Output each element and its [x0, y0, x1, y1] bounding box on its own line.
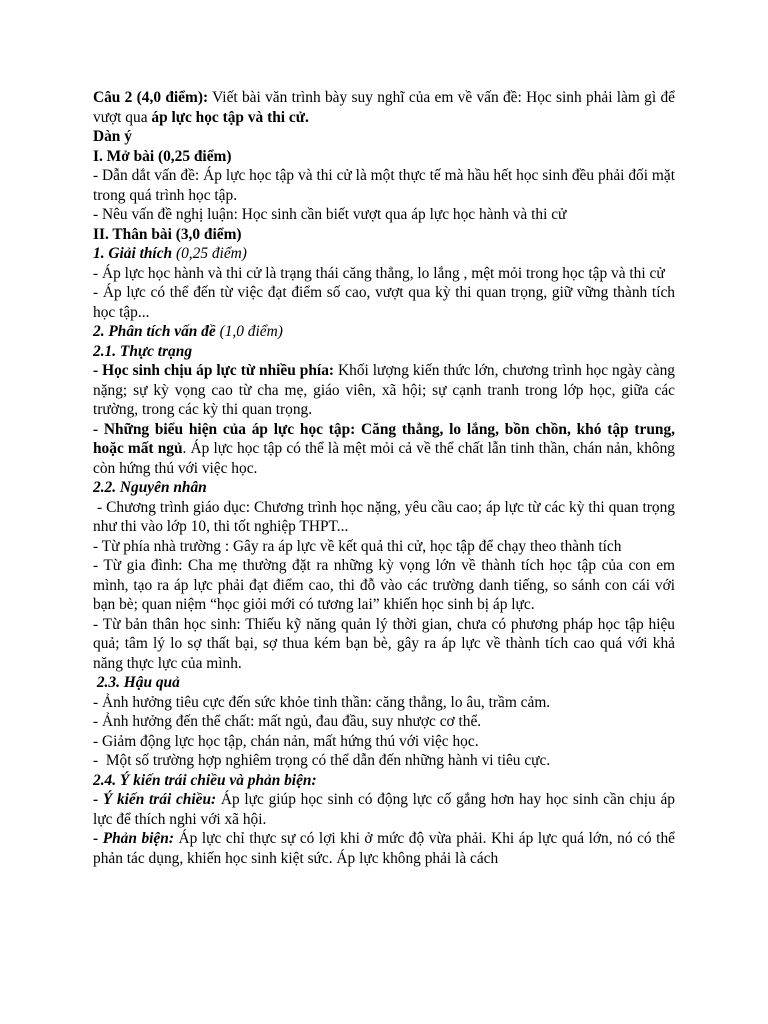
section-1-line-2: - Nêu vấn đề nghị luận: Học sinh cần biết vượt qua áp lực học hành và thi cử	[93, 206, 567, 223]
subsection-2-title: 2. Phân tích vấn đề	[93, 323, 216, 340]
question-paragraph	[93, 88, 675, 127]
question-label: Câu 2 (4,0 điểm):	[93, 89, 209, 106]
subsection-2-3-heading: 2.3. Hậu quả	[93, 674, 180, 691]
paragraph-2-2-c: - Từ gia đình: Cha mẹ thường đặt ra những kỳ vọng lớn về thành tích học tập của con em mình, tạo ra áp lực phải đạt điểm cao, thi đỗ vào các trường danh tiếng, so sánh con cái với bạn bè; quan niệm “học giỏi mới có tương lai” khiến học sinh bị áp lực.	[93, 557, 675, 613]
paragraph-2-4-b	[93, 829, 675, 868]
subsection-1-heading	[93, 244, 675, 264]
subsection-1-points: (0,25 điểm)	[172, 245, 247, 262]
paragraph-2-1-b-text: . Áp lực học tập có thể là mệt mỏi cả về thể chất lẫn tinh thần, chán nản, không còn hứng thú với việc học.	[93, 440, 675, 477]
paragraph-2-1-a-lead: - Học sinh chịu áp lực từ nhiều phía:	[93, 362, 335, 379]
paragraph-2-2-b: - Từ phía nhà trường : Gây ra áp lực về kết quả thi cử, học tập để chạy theo thành tích	[93, 537, 622, 555]
paragraph-2-4-a-dash: -	[93, 791, 103, 808]
paragraph-2-4-a-text: Áp lực giúp học sinh có động lực cố gắng hơn hay học sinh cần chịu áp lực để thích nghi với xã hội.	[93, 791, 675, 828]
paragraph-2-1-b-lead: - Những biểu hiện của áp lực học tập:	[93, 420, 356, 438]
question-text: Viết bài văn trình bày suy nghĩ của em về vấn đề: Học sinh phải làm gì để vượt qua	[93, 89, 675, 126]
outline-title: Dàn ý	[93, 128, 132, 145]
paragraph-2-4-b-dash: -	[93, 830, 103, 847]
subsection-1-title: 1. Giải thích	[93, 245, 173, 262]
paragraph-2-4-a	[93, 790, 675, 829]
paragraph-2-4-b-text: Áp lực chỉ thực sự có lợi khi ở mức độ vừa phải. Khi áp lực quá lớn, nó có thể phản tác dụng, khiến học sinh kiệt sức. Áp lực không phải là cách	[93, 830, 675, 867]
paragraph-2-4-b-lead: Phản biện:	[102, 830, 174, 847]
subsection-1-line-1: - Áp lực học hành và thi cử là trạng thái căng thẳng, lo lắng , mệt mỏi trong học tập và thi cử	[93, 264, 665, 282]
document-page	[93, 88, 679, 868]
paragraph-2-2-d: - Từ bản thân học sinh: Thiếu kỹ năng quản lý thời gian, chưa có phương pháp học tập hiệu quả; tâm lý lo sợ thất bại, sợ thua kém bạn bè, gây ra áp lực về thành tích cao quá với khả năng thực lực của mình.	[93, 615, 675, 672]
section-2-heading: II. Thân bài (3,0 điểm)	[93, 225, 242, 243]
subsection-2-heading	[93, 322, 675, 342]
paragraph-2-2-a: - Chương trình giáo dục: Chương trình học nặng, yêu cầu cao; áp lực từ các kỳ thi quan trọng như thi vào lớp 10, thi tốt nghiệp THPT...	[93, 498, 679, 535]
question-topic: áp lực học tập và thi cử.	[151, 108, 309, 126]
subsection-1-line-2: - Áp lực có thể đến từ việc đạt điểm số cao, vượt qua kỳ thi quan trọng, giữ vững thành tích học tập...	[93, 284, 675, 321]
paragraph-2-3-a: - Ảnh hưởng tiêu cực đến sức khỏe tinh thần: căng thẳng, lo âu, trầm cảm.	[93, 693, 551, 711]
paragraph-2-3-b: - Ảnh hưởng đến thể chất: mất ngủ, đau đầu, suy nhược cơ thể.	[93, 713, 482, 730]
subsection-2-4-heading: 2.4. Ý kiến trái chiều và phản biện:	[93, 771, 317, 789]
section-1-line-1: - Dẫn dắt vấn đề: Áp lực học tập và thi cử là một thực tế mà hầu hết học sinh đều phải đối mặt trong quá trình học tập.	[93, 167, 675, 204]
paragraph-2-3-d: - Một số trường hợp nghiêm trọng có thể dẫn đến những hành vi tiêu cực.	[93, 752, 551, 769]
subsection-2-points: (1,0 điểm)	[215, 323, 283, 340]
subsection-2-1-heading: 2.1. Thực trạng	[93, 342, 193, 360]
section-1-heading: I. Mở bài (0,25 điểm)	[93, 147, 232, 165]
paragraph-2-1-a-text: Khối lượng kiến thức lớn, chương trình học ngày càng nặng; sự kỳ vọng cao từ cha mẹ, giáo viên, xã hội; sự cạnh tranh trong lớp học, giữa các trường, trong các kỳ thi quan trọng.	[93, 362, 675, 418]
paragraph-2-4-a-lead: Ý kiến trái chiều:	[102, 791, 217, 808]
paragraph-2-1-b	[93, 420, 675, 479]
subsection-2-2-heading: 2.2. Nguyên nhân	[93, 479, 207, 496]
paragraph-2-1-b-symptoms: Căng thẳng, lo lắng, bồn chồn, khó tập trung, hoặc mất ngủ	[93, 420, 675, 457]
paragraph-2-3-c: - Giảm động lực học tập, chán nản, mất hứng thú với việc học.	[93, 732, 479, 750]
paragraph-2-1-a	[93, 361, 675, 420]
